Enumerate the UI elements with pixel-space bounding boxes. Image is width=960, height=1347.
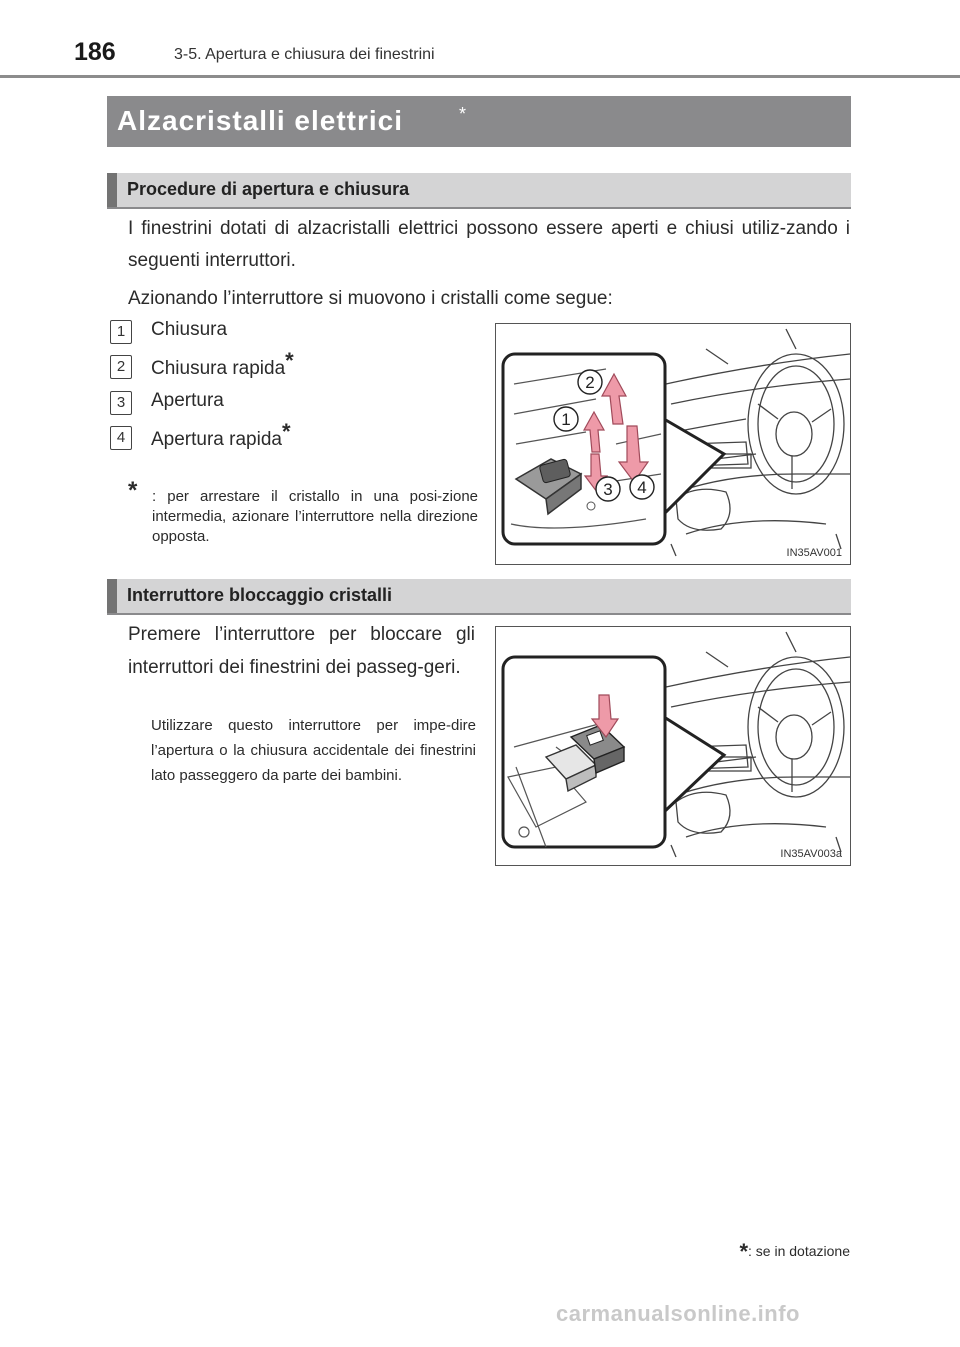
lock-switch-note: Utilizzare questo interruttore per impe-dire l’apertura o la chiusura accidentale dei finestrini lato passeggero da parte dei bambini. [151, 717, 476, 784]
watermark: carmanualsonline.info [556, 1301, 800, 1326]
item-label-text: Apertura [151, 390, 224, 411]
asterisk-icon: * [739, 1239, 749, 1264]
footnote [128, 477, 478, 547]
page-number: 186 [74, 38, 116, 66]
availability-note [739, 1236, 850, 1262]
asterisk-icon: * [281, 419, 291, 444]
window-switch-illustration [495, 323, 851, 565]
item-number-badge: 3 [110, 391, 132, 415]
item-number-badge: 2 [110, 355, 132, 379]
item-number-badge: 4 [110, 426, 132, 450]
header-divider [0, 75, 960, 78]
item-label [151, 319, 227, 341]
item-label-text: Chiusura rapida [151, 358, 286, 379]
section-accent [107, 579, 117, 613]
section-accent [107, 173, 117, 207]
title-asterisk: * [459, 104, 467, 124]
asterisk-icon: * [128, 477, 138, 504]
lock-switch-drawing [496, 627, 850, 865]
page-title: Alzacristalli elettrici [117, 105, 404, 136]
asterisk-icon: * [285, 348, 294, 373]
section-heading: Procedure di apertura e chiusura [127, 179, 410, 199]
breadcrumb: 3-5. Apertura e chiusura dei finestrini [174, 46, 435, 63]
section-heading: Interruttore bloccaggio cristalli [127, 585, 393, 605]
item-label-text: Apertura rapida [151, 429, 282, 450]
item-label [151, 419, 291, 451]
intro-paragraph: I finestrini dotati di alzacristalli elettrici possono essere aperti e chiusi utiliz-zando i seguenti interruttori. [128, 218, 850, 271]
callout-4: 4 [637, 478, 647, 497]
item-label [151, 348, 294, 380]
item-label-text: Chiusura [151, 319, 228, 340]
item-label [151, 390, 224, 412]
section-heading-bar [107, 579, 851, 615]
instruction-paragraph: Azionando l’interruttore si muovono i cristalli come segue: [128, 288, 613, 309]
callout-3: 3 [603, 480, 613, 499]
item-number-badge: 1 [110, 320, 132, 344]
dashboard-switch-drawing [496, 324, 850, 564]
availability-note-text: : se in dotazione [748, 1243, 850, 1259]
figure-code: IN35AV003a [780, 848, 842, 860]
footnote-text: : per arrestare il cristallo in una posi-zione intermedia, azionare l’interruttore nella direzione opposta. [152, 488, 478, 545]
callout-2: 2 [585, 373, 595, 392]
page-header [0, 0, 960, 80]
figure-code: IN35AV001 [786, 547, 842, 559]
section-heading-bar [107, 173, 851, 209]
lock-switch-illustration [495, 626, 851, 866]
page-title-bar [107, 96, 851, 147]
lock-switch-paragraph: Premere l’interruttore per bloccare gli interruttori dei finestrini dei passeg-geri. [128, 624, 475, 678]
callout-1: 1 [561, 410, 571, 429]
